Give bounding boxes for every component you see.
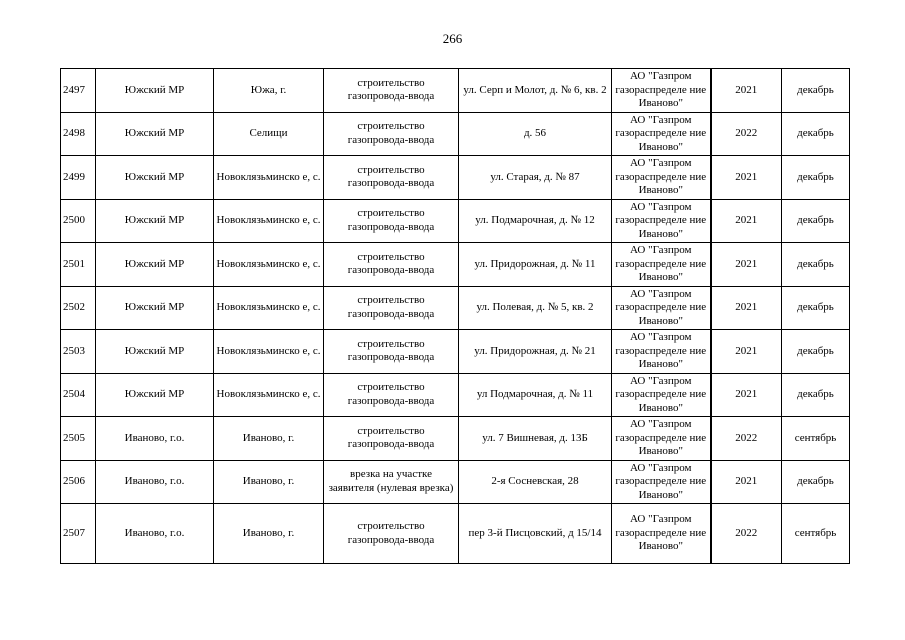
settlement-cell: Иваново, г. bbox=[214, 460, 324, 504]
year-cell: 2021 bbox=[711, 199, 782, 243]
row-number-cell: 2502 bbox=[61, 286, 96, 330]
district-cell: Южский МР bbox=[96, 243, 214, 287]
address-cell: ул. Полевая, д. № 5, кв. 2 bbox=[459, 286, 612, 330]
table-row bbox=[61, 112, 850, 156]
address-cell: 2-я Сосневская, 28 bbox=[459, 460, 612, 504]
work-type-cell: врезка на участке заявителя (нулевая врезка) bbox=[324, 460, 459, 504]
organization-cell: АО "Газпром газораспределе ние Иваново" bbox=[612, 504, 711, 564]
table-body bbox=[61, 69, 850, 564]
year-cell: 2022 bbox=[711, 417, 782, 461]
table-row bbox=[61, 504, 850, 564]
address-cell: ул Подмарочная, д. № 11 bbox=[459, 373, 612, 417]
row-number-cell: 2499 bbox=[61, 156, 96, 200]
work-type-cell: строительство газопровода-ввода bbox=[324, 286, 459, 330]
year-cell: 2021 bbox=[711, 69, 782, 113]
settlement-cell: Новоклязьминско е, с. bbox=[214, 243, 324, 287]
table-row bbox=[61, 243, 850, 287]
year-cell: 2021 bbox=[711, 243, 782, 287]
month-cell: декабрь bbox=[782, 330, 850, 374]
address-cell: ул. Придорожная, д. № 21 bbox=[459, 330, 612, 374]
settlement-cell: Иваново, г. bbox=[214, 504, 324, 564]
district-cell: Южский МР bbox=[96, 373, 214, 417]
organization-cell: АО "Газпром газораспределе ние Иваново" bbox=[612, 417, 711, 461]
row-number-cell: 2504 bbox=[61, 373, 96, 417]
row-number-cell: 2506 bbox=[61, 460, 96, 504]
row-number-cell: 2498 bbox=[61, 112, 96, 156]
registry-table bbox=[60, 68, 850, 564]
settlement-cell: Новоклязьминско е, с. bbox=[214, 156, 324, 200]
work-type-cell: строительство газопровода-ввода bbox=[324, 156, 459, 200]
work-type-cell: строительство газопровода-ввода bbox=[324, 504, 459, 564]
page-number: 266 bbox=[442, 31, 463, 46]
month-cell: сентябрь bbox=[782, 504, 850, 564]
table-row bbox=[61, 199, 850, 243]
organization-cell: АО "Газпром газораспределе ние Иваново" bbox=[612, 286, 711, 330]
work-type-cell: строительство газопровода-ввода bbox=[324, 330, 459, 374]
district-cell: Южский МР bbox=[96, 156, 214, 200]
month-cell: декабрь bbox=[782, 112, 850, 156]
settlement-cell: Новоклязьминско е, с. bbox=[214, 199, 324, 243]
settlement-cell: Новоклязьминско е, с. bbox=[214, 330, 324, 374]
settlement-cell: Южа, г. bbox=[214, 69, 324, 113]
district-cell: Иваново, г.о. bbox=[96, 460, 214, 504]
year-cell: 2021 bbox=[711, 156, 782, 200]
settlement-cell: Новоклязьминско е, с. bbox=[214, 286, 324, 330]
organization-cell: АО "Газпром газораспределе ние Иваново" bbox=[612, 199, 711, 243]
year-cell: 2022 bbox=[711, 112, 782, 156]
settlement-cell: Селищи bbox=[214, 112, 324, 156]
organization-cell: АО "Газпром газораспределе ние Иваново" bbox=[612, 330, 711, 374]
month-cell: декабрь bbox=[782, 69, 850, 113]
organization-cell: АО "Газпром газораспределе ние Иваново" bbox=[612, 156, 711, 200]
year-cell: 2021 bbox=[711, 330, 782, 374]
month-cell: декабрь bbox=[782, 460, 850, 504]
district-cell: Иваново, г.о. bbox=[96, 417, 214, 461]
table-row bbox=[61, 330, 850, 374]
year-cell: 2022 bbox=[711, 504, 782, 564]
district-cell: Южский МР bbox=[96, 69, 214, 113]
address-cell: ул. Серп и Молот, д. № 6, кв. 2 bbox=[459, 69, 612, 113]
table-row bbox=[61, 460, 850, 504]
organization-cell: АО "Газпром газораспределе ние Иваново" bbox=[612, 112, 711, 156]
address-cell: ул. Подмарочная, д. № 12 bbox=[459, 199, 612, 243]
settlement-cell: Новоклязьминско е, с. bbox=[214, 373, 324, 417]
row-number-cell: 2503 bbox=[61, 330, 96, 374]
table-row bbox=[61, 286, 850, 330]
month-cell: сентябрь bbox=[782, 417, 850, 461]
row-number-cell: 2497 bbox=[61, 69, 96, 113]
organization-cell: АО "Газпром газораспределе ние Иваново" bbox=[612, 373, 711, 417]
settlement-cell: Иваново, г. bbox=[214, 417, 324, 461]
month-cell: декабрь bbox=[782, 286, 850, 330]
work-type-cell: строительство газопровода-ввода bbox=[324, 199, 459, 243]
table-row bbox=[61, 156, 850, 200]
row-number-cell: 2507 bbox=[61, 504, 96, 564]
work-type-cell: строительство газопровода-ввода bbox=[324, 243, 459, 287]
district-cell: Южский МР bbox=[96, 199, 214, 243]
district-cell: Иваново, г.о. bbox=[96, 504, 214, 564]
organization-cell: АО "Газпром газораспределе ние Иваново" bbox=[612, 243, 711, 287]
year-cell: 2021 bbox=[711, 373, 782, 417]
work-type-cell: строительство газопровода-ввода bbox=[324, 112, 459, 156]
organization-cell: АО "Газпром газораспределе ние Иваново" bbox=[612, 460, 711, 504]
month-cell: декабрь bbox=[782, 199, 850, 243]
address-cell: пер 3-й Писцовский, д 15/14 bbox=[459, 504, 612, 564]
table-row bbox=[61, 373, 850, 417]
month-cell: декабрь bbox=[782, 243, 850, 287]
organization-cell: АО "Газпром газораспределе ние Иваново" bbox=[612, 69, 711, 113]
address-cell: д. 56 bbox=[459, 112, 612, 156]
year-cell: 2021 bbox=[711, 286, 782, 330]
district-cell: Южский МР bbox=[96, 286, 214, 330]
table-row bbox=[61, 417, 850, 461]
work-type-cell: строительство газопровода-ввода bbox=[324, 373, 459, 417]
table-row bbox=[61, 69, 850, 113]
address-cell: ул. Придорожная, д. № 11 bbox=[459, 243, 612, 287]
district-cell: Южский МР bbox=[96, 112, 214, 156]
work-type-cell: строительство газопровода-ввода bbox=[324, 69, 459, 113]
month-cell: декабрь bbox=[782, 156, 850, 200]
address-cell: ул. Старая, д. № 87 bbox=[459, 156, 612, 200]
row-number-cell: 2505 bbox=[61, 417, 96, 461]
year-cell: 2021 bbox=[711, 460, 782, 504]
address-cell: ул. 7 Вишневая, д. 13Б bbox=[459, 417, 612, 461]
row-number-cell: 2500 bbox=[61, 199, 96, 243]
work-type-cell: строительство газопровода-ввода bbox=[324, 417, 459, 461]
month-cell: декабрь bbox=[782, 373, 850, 417]
district-cell: Южский МР bbox=[96, 330, 214, 374]
row-number-cell: 2501 bbox=[61, 243, 96, 287]
